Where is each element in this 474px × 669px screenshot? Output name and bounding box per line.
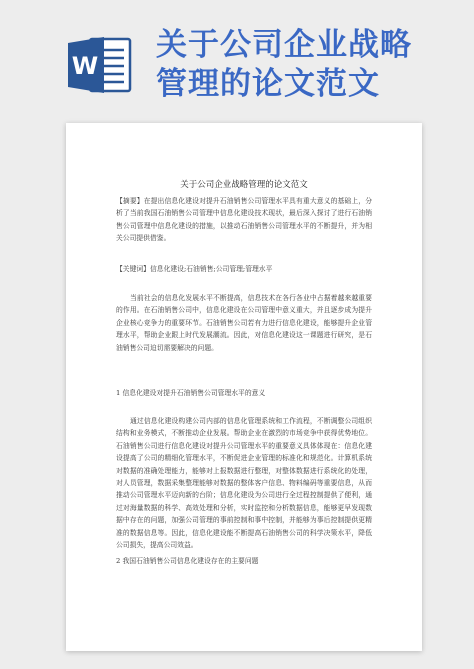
document-title: 关于公司企业战略管理的论文范文 (180, 180, 308, 190)
banner (0, 0, 474, 120)
section2-heading: 2 我国石油销售公司信息化建设存在的主要问题 (116, 557, 259, 565)
banner-title (156, 26, 468, 104)
word-document-icon (68, 36, 132, 94)
intro-paragraph: 当前社会的信息化发展水平不断提高，信息技术在各行各业中占据着越来越重要的作用。在石油销售公司中，信息化建设在公司管理中意义重大，并且逐步成为提升企业核心竞争力的重要环节。石油销售公司若有力进行信息化建设，能够提升企业管理水平，帮助企业跟上时代发展潮流。因此，对信息化建设这一课题进行研究，是石油销售公司迫切需要解决的问题。 (116, 294, 372, 352)
section1-heading: 1 信息化建设对提升石油销售公司管理水平的意义 (116, 389, 266, 397)
banner-title-line2: 管理的论文范文 (156, 66, 380, 102)
document-page (66, 123, 422, 651)
abstract-paragraph: 【摘要】在提出信息化建设对提升石油销售公司管理水平具有重大意义的基础上，分析了当前我国石油销售公司管理中信息化建设技术现状，最后深入探讨了进行石油销售公司管理中信息化建设的措施，以推动石油销售公司管理水平的不断提升，并为相关公司提供借鉴。 (116, 197, 372, 243)
section1-body: 通过信息化建设构建公司内部的信息化管理系统和工作流程，不断调整公司组织结构和业务模式，不断推动企业发展。帮助企业在激烈的市场竞争中获得优势地位。石油销售公司进行信息化建设对提升公司管理水平的重要意义具体体现在：信息化建设提高了公司的精细化管理水平，不断促进企业管理的标准化和规范化。计算机系统对数据的准确处理能力，能够对上报数据进行整理，对整体数据进行系统化的处理，对人员管理，数据采集整理能够对数据的整体客户信息、物料编码等重要信息，从而推动公司管理水平迈向新的台阶；信息化建设为公司进行全过程控制提供了便利，通过对海量数据的科学、高效处理和分析，实时监控和分析数据信息，能够更早发现数据中存在的问题，加强公司管理的事前控制和事中控制，并能够为事后控制提供更精准的数据信息等。因此，信息化建设能不断提高石油销售公司的科学决策水平，降低公司损失，提高公司效益。 (116, 417, 372, 550)
banner-title-line1: 关于公司企业战略 (156, 27, 412, 63)
word-logo-letter: W (71, 52, 99, 80)
keywords-line: 【关键词】信息化建设;石油销售;公司管理;管理水平 (116, 265, 273, 273)
